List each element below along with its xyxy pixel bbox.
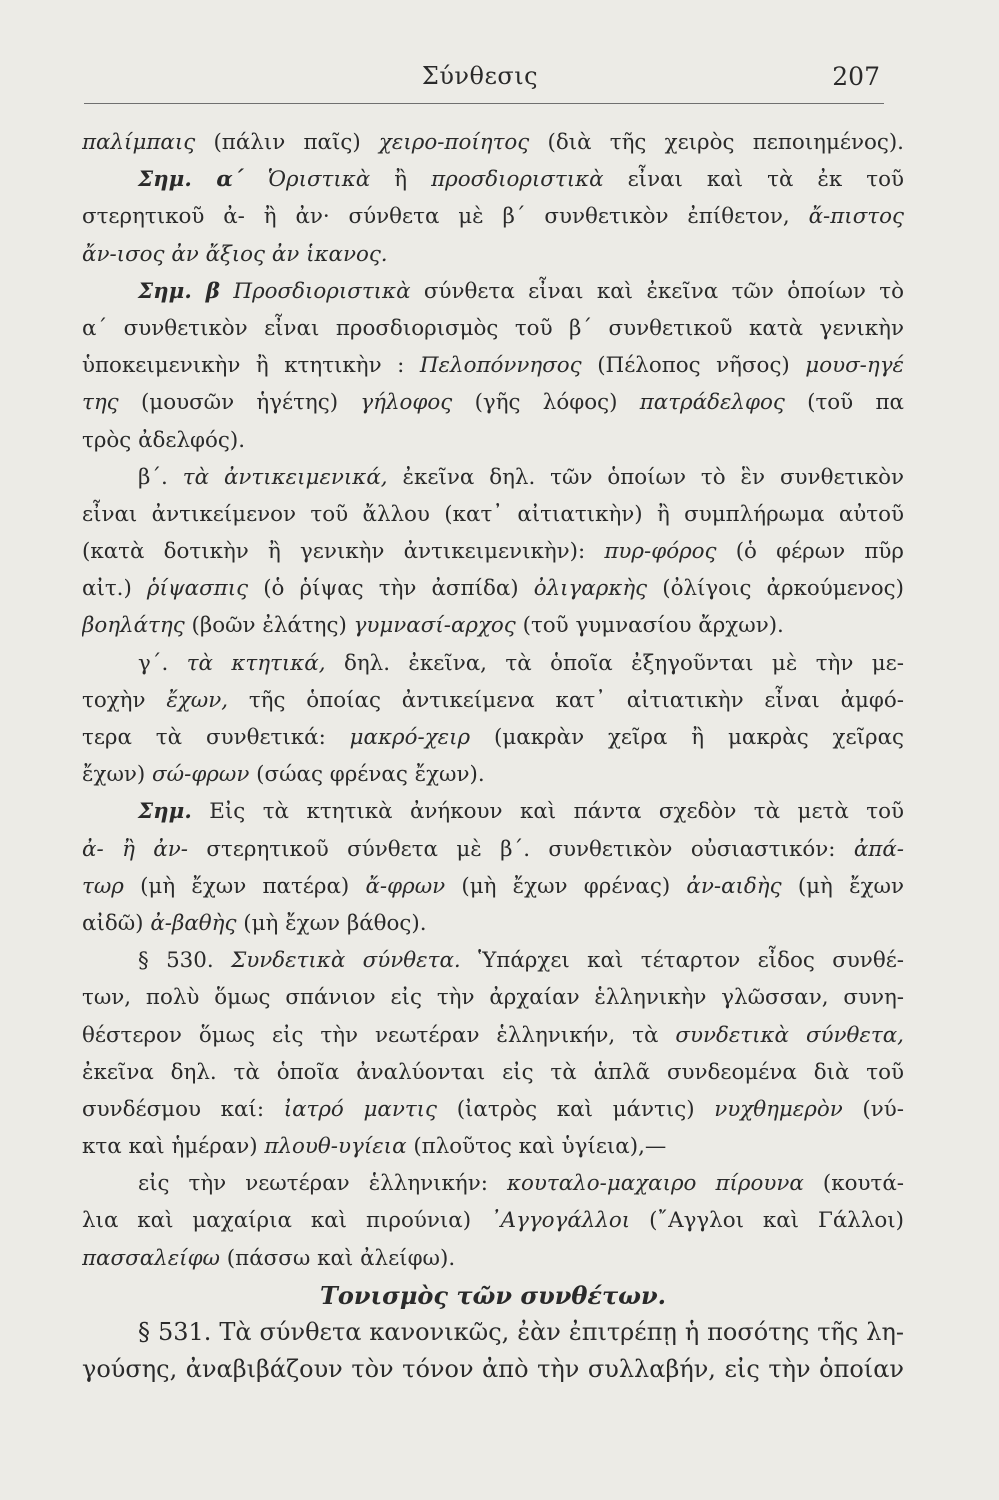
text-run: (μὴ ἔχων xyxy=(781,873,904,899)
text-line xyxy=(82,1091,904,1128)
running-header xyxy=(80,62,880,92)
text-run: εἶναι καὶ τὰ ἐκ τοῦ xyxy=(603,167,904,193)
text-run: (μὴ ἔχων βάθος). xyxy=(236,910,427,936)
text-run: (Πέλοπος νῆσος) xyxy=(581,353,806,379)
text-run: Εἰς τὰ κτητικὰ ἀνήκουν καὶ πάντα σχεδὸν τὰ μετὰ τοῦ xyxy=(191,799,904,825)
emphasis-run: πασσαλείφω xyxy=(82,1245,220,1271)
text-line xyxy=(82,979,904,1016)
text-run: συνδέσμου καί: xyxy=(82,1096,284,1122)
emphasis-run: ἄν-ισος ἀν ἄξιος ἀν ἱκανος. xyxy=(82,241,388,267)
text-run: στερητικοῦ σύνθετα μὲ β΄. συνθετικὸν οὐσιαστικόν: xyxy=(187,836,854,862)
text-run: θέστερον ὅμως εἰς τὴν νεωτέραν ἑλληνικήν, τὰ xyxy=(82,1022,676,1048)
text-run: τερα τὰ συνθετικά: xyxy=(82,725,350,750)
text-run: τρὸς ἀδελφός). xyxy=(82,427,246,453)
text-line xyxy=(82,124,904,161)
text-line xyxy=(82,905,904,942)
text-run: (ὀλίγοις ἀρκούμενος) xyxy=(647,576,904,602)
emphasis-run: Πελοπόννησος xyxy=(419,353,582,379)
text-run: (ὁ φέρων πῦρ xyxy=(716,539,904,565)
text-line xyxy=(82,459,904,496)
section-heading xyxy=(82,1277,904,1314)
text-run: α΄ συνθετικὸν εἶναι προσδιορισμὸς τοῦ β΄ συνθετικοῦ κατὰ γενικὴν xyxy=(82,315,904,341)
emphasis-run: κουταλο-μαχαιρο πίρουνα xyxy=(506,1171,804,1197)
emphasis-run: ὀλιγαρκὴς xyxy=(533,576,648,602)
text-run: κτα καὶ ἡμέραν) xyxy=(82,1134,265,1160)
text-run: ἔχων) xyxy=(82,762,153,788)
text-line xyxy=(82,607,904,644)
text-run: των, πολὺ ὅμως σπάνιον εἰς τὴν ἀρχαίαν ἑλληνικὴν γλῶσσαν, συνη- xyxy=(82,985,904,1011)
emphasis-run: ἄ-πιστος xyxy=(808,204,904,230)
text-line xyxy=(82,1128,904,1165)
text-line xyxy=(82,384,904,421)
text-line xyxy=(82,1017,904,1054)
text-line xyxy=(82,1202,904,1239)
text-line xyxy=(82,198,904,235)
emphasis-run: τὰ ἀντικειμενικά, xyxy=(182,464,388,490)
emphasis-run: συνδετικὰ σύνθετα, xyxy=(675,1022,904,1048)
text-run: (πλοῦτος καὶ ὑγίεια),— xyxy=(406,1134,667,1160)
emphasis-run: προσδιοριστικὰ xyxy=(431,167,604,193)
emphasis-run: ἄ-φρων xyxy=(365,873,446,899)
text-line xyxy=(82,533,904,570)
page-number: 207 xyxy=(832,62,880,91)
text-run: λια καὶ μαχαίρια καὶ πιρούνια) xyxy=(82,1208,490,1234)
emphasis-run: πατράδελφος xyxy=(639,390,785,416)
text-line xyxy=(82,1165,904,1202)
text-run: σύνθετα εἶναι καὶ ἐκεῖνα τῶν ὁποίων τὸ xyxy=(410,278,904,304)
text-line xyxy=(82,161,904,198)
text-line xyxy=(82,347,904,384)
emphasis-run: μακρό-χειρ xyxy=(349,725,471,750)
emphasis-run: πλουθ-υγίεια xyxy=(264,1134,407,1160)
text-run: (νύ- xyxy=(842,1096,904,1122)
text-run: β΄. xyxy=(138,464,183,490)
text-run: (τοῦ πα xyxy=(784,390,904,416)
text-run: γούσης, ἀναβιβάζουν τὸν τόνον ἀπὸ τὴν συλλαβήν, εἰς τὴν ὁποίαν xyxy=(82,1355,904,1384)
text-run: τῆς ὁποίας ἀντικείμενα κατ᾽ αἰτιατικὴν εἶναι ἀμφό- xyxy=(228,687,904,713)
text-run: (῎Αγγλοι καὶ Γάλλοι) xyxy=(630,1208,904,1234)
text-line xyxy=(82,236,904,273)
text-line xyxy=(82,1351,904,1388)
emphasis-run: Τονισμὸς τῶν συνθέτων. xyxy=(320,1280,666,1310)
text-run: εἰς τὴν νεωτέραν ἑλληνικήν: xyxy=(138,1171,507,1197)
text-run: (πάλιν παῖς) xyxy=(195,130,379,155)
text-run xyxy=(244,167,268,192)
text-run: (μακρὰν χεῖρα ἢ μακρὰς χεῖρας xyxy=(470,725,904,750)
text-line xyxy=(82,1314,904,1351)
text-run: αἰδῶ) xyxy=(82,910,151,936)
text-line xyxy=(82,310,904,347)
text-run xyxy=(220,279,233,304)
text-line xyxy=(82,1240,904,1277)
text-run: (πάσσω καὶ ἀλείφω). xyxy=(220,1245,456,1271)
emphasis-run: Σημ. α΄ xyxy=(138,167,244,193)
text-run: (μουσῶν ἡγέτης) xyxy=(118,390,361,416)
text-run: (σώας φρένας ἔχων). xyxy=(249,762,485,788)
emphasis-run: Ὁριστικὰ xyxy=(267,167,371,193)
text-run: τοχὴν xyxy=(82,687,167,713)
text-line xyxy=(82,645,904,682)
text-line xyxy=(82,273,904,310)
text-run: (ὁ ῥίψας τὴν ἀσπίδα) xyxy=(248,576,534,602)
text-line xyxy=(82,942,904,979)
text-line xyxy=(82,756,904,793)
emphasis-run: ἀ-βαθὴς xyxy=(150,910,237,936)
emphasis-run: ῥίψασπις xyxy=(146,576,249,602)
emphasis-run: ᾽Αγγογάλλοι xyxy=(489,1208,631,1234)
emphasis-run: μουσ-ηγέ xyxy=(805,353,904,379)
emphasis-run: ἀπά- xyxy=(853,836,904,862)
emphasis-run: γήλοφος xyxy=(360,390,453,416)
text-run: (γῆς λόφος) xyxy=(452,390,640,416)
text-line xyxy=(82,1054,904,1091)
emphasis-run: τωρ xyxy=(82,873,124,899)
emphasis-run: χειρο-ποίητος xyxy=(378,130,530,155)
text-run: (μὴ ἔχων πατέρα) xyxy=(123,873,366,899)
emphasis-run: ἀν-αιδὴς xyxy=(686,873,782,899)
emphasis-run: παλίμπαις xyxy=(82,130,196,155)
emphasis-run: πυρ-φόρος xyxy=(604,539,717,565)
emphasis-run: νυχθημερὸν xyxy=(714,1096,843,1122)
header-rule xyxy=(84,103,884,104)
text-run: ἢ xyxy=(370,167,432,193)
text-run: (τοῦ γυμνασίου ἄρχων). xyxy=(515,613,784,639)
emphasis-run: Συνδετικὰ σύνθετα. xyxy=(231,948,461,974)
text-line xyxy=(82,831,904,868)
text-run: αἰτ.) xyxy=(82,576,147,602)
header-title: Σύνθεσις xyxy=(421,62,539,90)
text-line xyxy=(82,496,904,533)
emphasis-run: ἀ- ἢ ἀν- xyxy=(82,836,188,862)
text-run: (κουτά- xyxy=(803,1171,904,1197)
emphasis-run: της xyxy=(82,390,119,416)
emphasis-run: Προσδιοριστικὰ xyxy=(233,278,411,304)
text-run: (βοῶν ἐλάτης) xyxy=(184,613,354,639)
text-run: εἶναι ἀντικείμενον τοῦ ἄλλου (κατ᾽ αἰτιατικὴν) ἢ συμπλήρωμα αὐτοῦ xyxy=(82,501,904,527)
text-run: δηλ. ἐκεῖνα, τὰ ὁποῖα ἐξηγοῦνται μὲ τὴν με- xyxy=(325,650,904,676)
emphasis-run: ἔχων, xyxy=(166,687,229,713)
page-body xyxy=(82,124,904,1388)
text-line xyxy=(82,868,904,905)
text-run: ἐκεῖνα δηλ. τῶν ὁποίων τὸ ἓν συνθετικὸν xyxy=(387,464,904,490)
emphasis-run: σώ-φρων xyxy=(152,762,250,788)
emphasis-run: ἰατρό μαντις xyxy=(283,1096,438,1122)
text-run: στερητικοῦ ἀ- ἢ ἀν· σύνθετα μὲ β΄ συνθετικὸν ἐπίθετον, xyxy=(82,204,809,230)
text-run: ὑποκειμενικὴν ἢ κτητικὴν : xyxy=(82,353,420,379)
emphasis-run: Σημ. xyxy=(138,799,192,825)
emphasis-run: βοηλάτης xyxy=(82,613,185,639)
text-run: Ὑπάρχει καὶ τέταρτον εἶδος συνθέ- xyxy=(460,948,904,974)
text-run: ἐκεῖνα δηλ. τὰ ὁποῖα ἀναλύονται εἰς τὰ ἁπλᾶ συνδεομένα διὰ τοῦ xyxy=(82,1059,904,1085)
text-run: § 531. Τὰ σύνθετα κανονικῶς, ἐὰν ἐπιτρέπῃ ἡ ποσότης τῆς λη- xyxy=(138,1318,904,1346)
text-run: γ΄. xyxy=(138,650,187,676)
text-run: § 530. xyxy=(138,948,232,974)
text-run: (ἰατρὸς καὶ μάντις) xyxy=(437,1096,715,1122)
emphasis-run: γυμνασί-αρχος xyxy=(353,613,516,639)
text-line xyxy=(82,682,904,719)
text-line xyxy=(82,793,904,830)
emphasis-run: Σημ. β xyxy=(138,278,221,304)
text-line xyxy=(82,719,904,756)
text-line xyxy=(82,422,904,459)
text-line xyxy=(82,570,904,607)
text-run: (μὴ ἔχων φρένας) xyxy=(445,873,687,899)
emphasis-run: τὰ κτητικά, xyxy=(186,650,326,676)
text-run: (κατὰ δοτικὴν ἢ γενικὴν ἀντικειμενικὴν): xyxy=(82,539,605,565)
text-run: (διὰ τῆς χειρὸς πεποιημένος). xyxy=(529,130,904,155)
